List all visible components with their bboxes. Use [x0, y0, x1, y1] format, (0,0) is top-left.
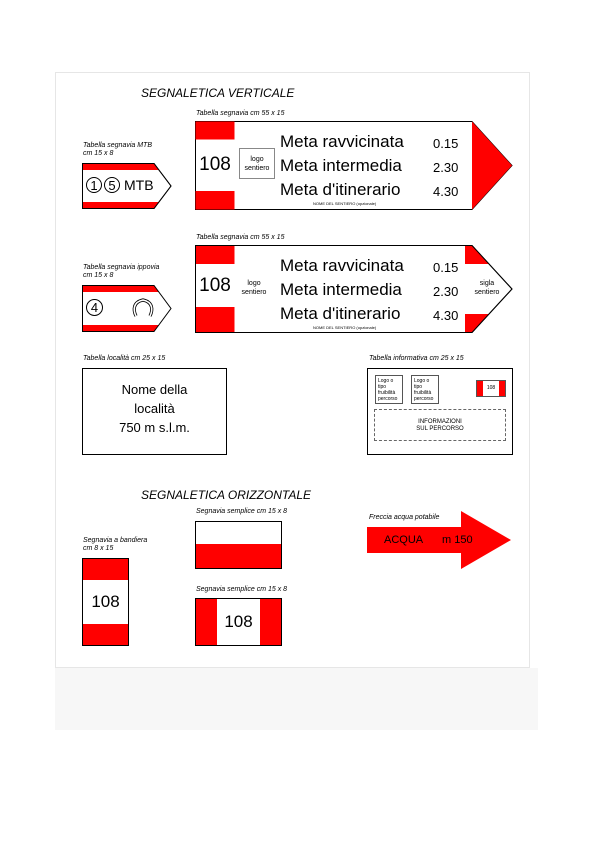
tip-red-top: [465, 246, 489, 265]
box2-line2: tipo: [414, 384, 423, 390]
caption-mtb-line2: cm 15 x 8: [83, 150, 114, 157]
flag-red-bottom: [83, 624, 128, 645]
trail-sign-1: [195, 121, 513, 210]
trail-number: 108: [199, 274, 231, 296]
red-band-bottom: [196, 191, 235, 210]
time-final: 4.30: [433, 184, 459, 199]
destination-final: Meta d'itinerario: [280, 304, 401, 323]
trail-logo-box: [239, 148, 275, 179]
time-final: 4.30: [433, 308, 459, 323]
mini-trail-flag: [476, 380, 506, 397]
heading-vertical: SEGNALETICA VERTICALE: [141, 86, 295, 100]
logo-label: logo: [247, 280, 261, 287]
red-band-bottom: [196, 307, 235, 333]
caption-flag-line2: cm 8 x 15: [83, 545, 114, 552]
waymark-red-right: [260, 599, 281, 645]
water-arrow: [367, 511, 512, 571]
time-mid: 2.30: [433, 284, 459, 299]
mini-flag-red-right: [499, 381, 505, 396]
logo-sublabel: sentiero: [244, 164, 270, 172]
horse-sign: [82, 285, 172, 332]
mtb-sign: [82, 163, 172, 209]
mini-flag-number: 108: [486, 385, 496, 391]
locality-line2: località: [134, 401, 175, 416]
box2-line1: Logo o: [414, 378, 430, 384]
caption-locality: Tabella località cm 25 x 15: [83, 355, 166, 362]
box1-line2: tipo: [378, 384, 387, 390]
water-label: ACQUA: [384, 534, 424, 546]
destination-near: Meta ravvicinata: [280, 256, 404, 275]
caption-sign2: Tabella segnavia cm 55 x 15: [196, 234, 285, 241]
tip-red-bottom: [465, 314, 489, 333]
simple-waymark-1: [195, 521, 282, 569]
trail-code: [467, 279, 507, 297]
flag-waymark: [82, 558, 129, 646]
caption-info: Tabella informativa cm 25 x 15: [369, 355, 464, 362]
trail-name-footnote: NOME DEL SENTIERO (opzionale): [313, 201, 377, 206]
route-info-line1: INFORMAZIONI: [418, 419, 462, 425]
waymark-number: 108: [224, 612, 253, 631]
locality-sign: [82, 368, 227, 455]
caption-horse-line1: Tabella segnavia ippovia: [83, 264, 160, 271]
box2-line4: percorso: [414, 396, 434, 402]
simple-waymark-red-half: [196, 544, 281, 568]
flag-number: 108: [91, 592, 120, 611]
route-info-area: [374, 409, 506, 441]
time-near: 0.15: [433, 136, 459, 151]
locality-line1: Nome della: [121, 382, 188, 397]
caption-sign1: Tabella segnavia cm 55 x 15: [196, 110, 285, 117]
destination-final: Meta d'itinerario: [280, 180, 401, 199]
trail-name-footnote: NOME DEL SENTIERO (opzionale): [313, 325, 377, 330]
trail-logo-box: [237, 274, 271, 302]
logo-label: logo: [250, 155, 264, 163]
caption-simple-2: Segnavia semplice cm 15 x 8: [196, 586, 288, 593]
box1-line1: Logo o: [378, 378, 394, 384]
red-band-top: [196, 246, 235, 265]
destination-mid: Meta intermedia: [280, 280, 402, 299]
flag-red-top: [83, 559, 128, 580]
mtb-number-circle-2: 5: [104, 177, 120, 193]
route-info-line2: SUL PERCORSO: [416, 426, 464, 432]
caption-mtb-line1: Tabella segnavia MTB: [83, 142, 153, 149]
time-mid: 2.30: [433, 160, 459, 175]
arrow-tip-red: [472, 122, 512, 210]
heading-horizontal: SEGNALETICA ORIZZONTALE: [141, 488, 312, 502]
box1-line4: percorso: [378, 396, 398, 402]
caption-simple-1: Segnavia semplice cm 15 x 8: [196, 508, 288, 515]
page-band: [55, 668, 538, 730]
logo-sublabel: sentiero: [241, 289, 267, 296]
box2-line3: fruibilità: [414, 390, 432, 396]
time-near: 0.15: [433, 260, 459, 275]
destination-near: Meta ravvicinata: [280, 132, 404, 151]
trail-number: 108: [199, 154, 231, 175]
horseshoe-icon: [132, 298, 154, 318]
caption-horse-line2: cm 15 x 8: [83, 272, 114, 279]
info-sign: [367, 368, 513, 455]
horse-number-circle: 4: [86, 299, 103, 316]
destination-mid: Meta intermedia: [280, 156, 402, 175]
caption-water: Freccia acqua potabile: [369, 514, 440, 521]
usage-logo-box-1: [375, 375, 403, 404]
mtb-number-circle-1: 1: [86, 177, 102, 193]
mtb-label: MTB: [124, 177, 154, 193]
trail-code-line2: sentiero: [474, 289, 500, 296]
locality-altitude: 750 m s.l.m.: [119, 420, 190, 435]
water-distance: m 150: [442, 534, 473, 546]
trail-code-line1: sigla: [479, 280, 495, 287]
caption-flag-line1: Segnavia a bandiera: [83, 537, 148, 544]
trail-sign-2: [195, 245, 513, 333]
simple-waymark-2: [195, 598, 282, 646]
waymark-red-left: [196, 599, 217, 645]
red-band-top: [196, 122, 235, 140]
usage-logo-box-2: [411, 375, 439, 404]
box1-line3: fruibilità: [378, 390, 396, 396]
